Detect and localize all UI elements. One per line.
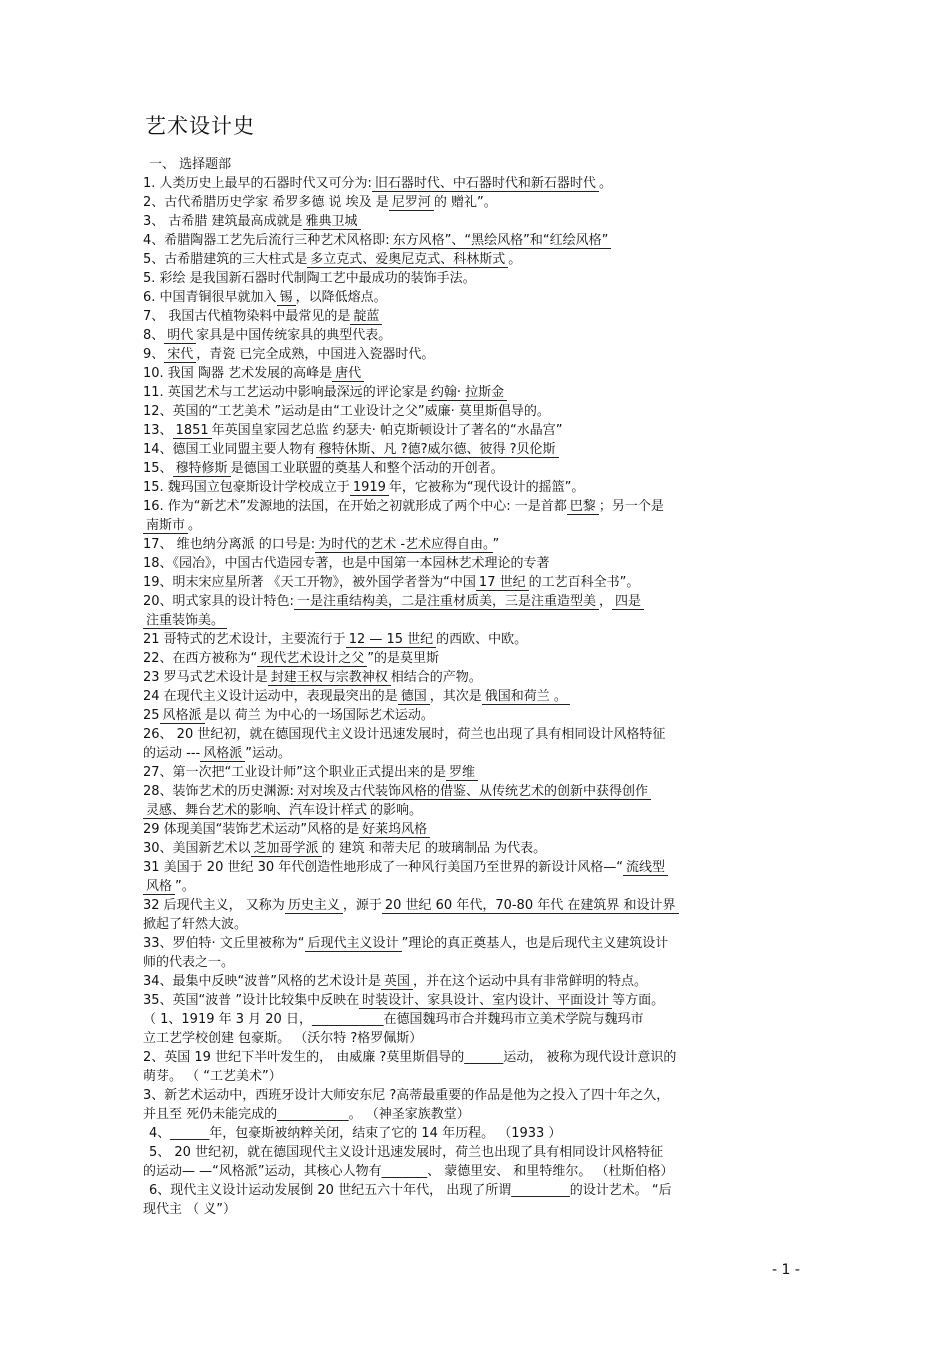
- question-text: 的 赠礼”。: [433, 195, 497, 210]
- answer-underlined: 宋代: [164, 347, 196, 363]
- question-text: 的 建筑 和蒂夫尼 的玻璃制品 为代表。: [321, 841, 547, 856]
- question-line: [143, 402, 823, 421]
- question-text: 10. 我国 陶器 艺术发展的高峰是: [143, 366, 333, 381]
- answer-underlined: 风格派: [200, 746, 245, 762]
- question-line: [143, 440, 823, 459]
- question-text: ，其次是: [429, 689, 482, 704]
- question-text: ”理论的真正奠基人，也是后现代主义建筑设计: [401, 936, 669, 951]
- answer-underlined: 穆特修斯: [173, 461, 231, 477]
- question-text: 。: [188, 518, 202, 533]
- question-text: 31 美国于 20 世纪 30 年代创造性地形成了一种风行美国乃至世界的新设计风格—“: [143, 860, 624, 875]
- question-line: [143, 345, 823, 364]
- question-text: 12、英国的“工艺美术 ”运动是由“工业设计之父”威廉· 莫里斯倡导的。: [143, 404, 550, 419]
- question-text: 17、 维也纳分离派 的口号是:: [143, 537, 316, 552]
- question-line: [143, 497, 823, 516]
- answer-underlined: 英国: [381, 974, 413, 990]
- question-text: 年，它被称为“现代设计的摇篮”。: [388, 480, 585, 495]
- question-text: ，并在这个运动中具有非常鲜明的特点。: [413, 974, 648, 989]
- question-line: [143, 896, 823, 915]
- answer-underlined: 历史主义: [285, 898, 343, 914]
- question-text: ，源于: [342, 898, 382, 913]
- question-line: [143, 611, 823, 630]
- answer-underlined: 灵感、舞台艺术的影响、汽车设计样式: [143, 803, 370, 819]
- question-text: 。: [508, 252, 522, 267]
- answer-underlined: 好莱坞风格: [359, 822, 430, 838]
- question-text: 15、: [143, 461, 173, 476]
- question-line: [143, 953, 823, 972]
- answer-underlined: 1919: [350, 480, 389, 496]
- question-text: 的影响。: [370, 803, 423, 818]
- answer-underlined: 旧石器时代、中石器时代和新石器时代: [372, 176, 599, 192]
- document-body: [143, 155, 823, 1219]
- question-text: 2、英国 19 世纪下半叶发生的， 由威廉 ?莫里斯倡导的______运动， 被称为现代设计意识的: [143, 1050, 677, 1065]
- question-text: ，青瓷 已完全成熟，中国进入瓷器时代。: [196, 347, 435, 362]
- answer-underlined: 唐代: [332, 366, 364, 382]
- question-line: [143, 516, 823, 535]
- answer-underlined: 雅典卫城: [303, 214, 361, 230]
- question-text: 25: [143, 708, 160, 723]
- question-text: 6. 中国青铜很早就加入: [143, 290, 277, 305]
- question-line: [143, 972, 823, 991]
- answer-underlined: 风格: [143, 879, 175, 895]
- question-text: 萌芽。 （ “工艺美术”）: [143, 1069, 282, 1084]
- answer-underlined: 17 世纪: [476, 575, 529, 591]
- answer-underlined: 后现代主义设计: [305, 936, 402, 952]
- question-text: 立工艺学校创建 包豪斯。 （沃尔特 ?格罗佩斯）: [143, 1031, 423, 1046]
- question-line: [143, 706, 823, 725]
- question-line: [143, 820, 823, 839]
- answer-underlined: 时装设计、家具设计、室内设计、平面设计: [359, 993, 612, 1009]
- question-text: 27、第一次把“工业设计师”这个职业正式提出来的是: [143, 765, 447, 780]
- answer-underlined: 为时代的艺术 -艺术应得自由。: [315, 537, 492, 553]
- question-line: [143, 1029, 823, 1048]
- question-text: 。: [598, 176, 612, 191]
- question-text: 8、: [143, 328, 165, 343]
- question-line: [143, 1105, 823, 1124]
- answer-underlined: 风格派: [160, 708, 205, 724]
- question-text: 4、希腊陶器工艺先后流行三种艺术风格即:: [143, 233, 390, 248]
- question-text: 的运动 ---: [143, 746, 201, 761]
- answer-underlined: 南斯市: [143, 518, 188, 534]
- question-line: [143, 630, 823, 649]
- question-line: [143, 174, 823, 193]
- question-text: 15. 魏玛国立包豪斯设计学校成立于: [143, 480, 350, 495]
- question-line: [143, 193, 823, 212]
- question-text: 23 罗马式艺术设计是: [143, 670, 268, 685]
- question-line: [143, 668, 823, 687]
- answer-underlined: 1851: [173, 423, 212, 439]
- question-text: 并且至 死仍未能完成的___________。 （神圣家族教堂）: [143, 1107, 470, 1122]
- question-text: 的运动— —“风格派”运动，其核心人物有_______、 蒙德里安、 和里特维尔。 （杜斯伯格）: [143, 1164, 674, 1179]
- question-line: [143, 383, 823, 402]
- page-number: - 1 -: [772, 1262, 800, 1278]
- question-line: [143, 839, 823, 858]
- question-line: [143, 801, 823, 820]
- question-text: 29 体现美国“装饰艺术运动”风格的是: [143, 822, 360, 837]
- answer-underlined: 德国: [398, 689, 430, 705]
- question-text: 年英国皇家园艺总监 约瑟夫· 帕克斯顿设计了著名的“水晶宫”: [211, 423, 563, 438]
- question-line: [143, 250, 823, 269]
- question-line: [143, 592, 823, 611]
- question-text: 26、 20 世纪初，就在德国现代主义设计迅速发展时，荷兰也出现了具有相同设计风格特征: [143, 727, 666, 742]
- question-line: [143, 744, 823, 763]
- question-line: [143, 858, 823, 877]
- answer-underlined: 一是注重结构美，二是注重材质美，三是注重造型美: [294, 594, 599, 610]
- question-text: ；另一个是: [598, 499, 664, 514]
- question-text: ”运动。: [245, 746, 291, 761]
- question-text: 33、罗伯特· 文丘里被称为“: [143, 936, 305, 951]
- question-text: 14、德国工业同盟主要人物有: [143, 442, 316, 457]
- question-line: [143, 1067, 823, 1086]
- question-line: [143, 915, 823, 934]
- question-line: [143, 1086, 823, 1105]
- answer-underlined: 巴黎: [567, 499, 599, 515]
- question-text: （ 1、1919 年 3 月 20 日，___________在德国魏玛市合并魏玛市立美术学院与魏玛市: [143, 1012, 644, 1027]
- question-text: 22、在西方被称为“: [143, 651, 258, 666]
- question-text: 是德国工业联盟的奠基人和整个活动的开创者。: [230, 461, 504, 476]
- question-text: 21 哥特式的艺术设计，主要流行于: [143, 632, 346, 647]
- question-text: 3、新艺术运动中，西班牙设计大师安东尼 ?高蒂最重要的作品是他为之投入了四十年之久，: [143, 1088, 670, 1103]
- question-text: 24 在现代主义设计运动中，表现最突出的是: [143, 689, 398, 704]
- question-text: 掀起了轩然大波。: [143, 917, 248, 932]
- question-line: [143, 535, 823, 554]
- question-text: 35、英国“波普 ”设计比较集中反映在: [143, 993, 360, 1008]
- answer-underlined: 20 世纪 60 年代，70-80 年代 在建筑界 和设计界: [382, 898, 679, 914]
- question-line: [143, 1048, 823, 1067]
- question-text: 4、______年，包豪斯被纳粹关闭，结束了它的 14 年历程。 （1933 ）: [149, 1126, 562, 1141]
- question-text: 7、 我国古代植物染料中最常见的是: [143, 309, 351, 324]
- question-line: [143, 478, 823, 497]
- answer-underlined: 封建王权与宗教神权: [268, 670, 391, 686]
- answer-underlined: 靛蓝: [350, 309, 382, 325]
- question-line: [143, 1124, 823, 1143]
- question-line: [143, 231, 823, 250]
- answer-underlined: 流线型: [623, 860, 668, 876]
- answer-underlined: 四是: [612, 594, 644, 610]
- question-text: ”: [492, 537, 500, 552]
- question-text: 18、《园冶》，中国古代造园专著，也是中国第一本园林艺术理论的专著: [143, 556, 550, 571]
- question-text: 19、明末宋应星所著 《天工开物》，被外国学者誉为“中国: [143, 575, 476, 590]
- question-line: [143, 1162, 823, 1181]
- question-line: [143, 307, 823, 326]
- question-line: [143, 421, 823, 440]
- question-text: ，: [598, 594, 612, 609]
- question-text: 11. 英国艺术与工艺运动中影响最深远的评论家是: [143, 385, 428, 400]
- question-text: 2、古代希腊历史学家 希罗多德 说 埃及 是: [143, 195, 389, 210]
- answer-underlined: 现代艺术设计之父: [257, 651, 367, 667]
- question-text: 家具是中国传统家具的典型代表。: [196, 328, 392, 343]
- question-line: [143, 1181, 823, 1200]
- section-heading: 一、 选择题部: [149, 157, 232, 172]
- question-text: 32 后现代主义， 又称为: [143, 898, 285, 913]
- question-line: [143, 649, 823, 668]
- answer-underlined: 注重装饰美。: [143, 613, 227, 629]
- question-line: [143, 212, 823, 231]
- question-line: [143, 991, 823, 1010]
- answer-underlined: 多立克式、爱奥尼克式、科林斯式: [307, 252, 508, 268]
- question-line: [143, 934, 823, 953]
- question-line: [143, 782, 823, 801]
- question-text: ，以降低熔点。: [295, 290, 387, 305]
- question-line: [143, 326, 823, 345]
- question-line: [143, 763, 823, 782]
- question-line: [143, 877, 823, 896]
- question-text: 5、 20 世纪初，就在德国现代主义设计迅速发展时，荷兰也出现了具有相同设计风格特征: [149, 1145, 664, 1160]
- document-title: 艺术设计史: [145, 114, 255, 138]
- question-text: 是以 荷兰 为中心的一场国际艺术运动。: [204, 708, 434, 723]
- question-line: [143, 1143, 823, 1162]
- question-line: [143, 288, 823, 307]
- answer-underlined: 芝加哥学派: [251, 841, 322, 857]
- answer-underlined: 对对埃及古代装饰风格的借鉴、从传统艺术的创新中获得创作: [294, 784, 651, 800]
- question-text: ”。: [175, 879, 195, 894]
- question-text: ”的是莫里斯: [367, 651, 440, 666]
- answer-underlined: 锡: [277, 290, 296, 306]
- answer-underlined: 12 — 15 世纪: [346, 632, 436, 648]
- question-text: 20、明式家具的设计特色:: [143, 594, 294, 609]
- answer-underlined: 尼罗河: [389, 195, 434, 211]
- question-text: 1. 人类历史上最早的石器时代又可分为:: [143, 176, 372, 191]
- question-text: 28、装饰艺术的历史渊源:: [143, 784, 294, 799]
- question-text: 5、古希腊建筑的三大柱式是: [143, 252, 308, 267]
- question-text: 3、 古希腊 建筑最高成就是: [143, 214, 303, 229]
- question-text: 5. 彩绘 是我国新石器时代制陶工艺中最成功的装饰手法。: [143, 271, 476, 286]
- question-text: 的工艺百科全书”。: [528, 575, 640, 590]
- question-line: [143, 1200, 823, 1219]
- question-line: [143, 1010, 823, 1029]
- question-text: 等方面。: [612, 993, 665, 1008]
- question-line: [143, 725, 823, 744]
- question-text: 13、: [143, 423, 173, 438]
- answer-underlined: 俄国和荷兰 。: [482, 689, 570, 705]
- answer-underlined: 罗维: [446, 765, 478, 781]
- question-text: 相结合的产物。: [390, 670, 482, 685]
- question-text: 30、美国新艺术以: [143, 841, 251, 856]
- question-line: [143, 554, 823, 573]
- question-text: 34、最集中反映“波普”风格的艺术设计是: [143, 974, 382, 989]
- question-line: [143, 459, 823, 478]
- question-line: [143, 687, 823, 706]
- question-text: 16. 作为“新艺术”发源地的法国，在开始之初就形成了两个中心: 一是首都: [143, 499, 567, 514]
- answer-underlined: 约翰· 拉斯金: [428, 385, 507, 401]
- answer-underlined: 东方风格”、“黑绘风格”和“红绘风格”: [390, 233, 612, 249]
- question-text: 师的代表之一。: [143, 955, 235, 970]
- question-line: [143, 269, 823, 288]
- answer-underlined: 明代: [164, 328, 196, 344]
- question-line: [143, 573, 823, 592]
- question-text: 9、: [143, 347, 165, 362]
- question-text: 6、现代主义设计运动发展倒 20 世纪五六十年代， 出现了所谓_________的设计艺术。 “后: [149, 1183, 672, 1198]
- question-text: 的西欧、中欧。: [436, 632, 528, 647]
- question-text: 现代主 （ 义”）: [143, 1202, 236, 1217]
- question-line: [143, 364, 823, 383]
- answer-underlined: 穆特休斯、凡 ?德?威尔德、彼得 ?贝伦斯: [316, 442, 559, 458]
